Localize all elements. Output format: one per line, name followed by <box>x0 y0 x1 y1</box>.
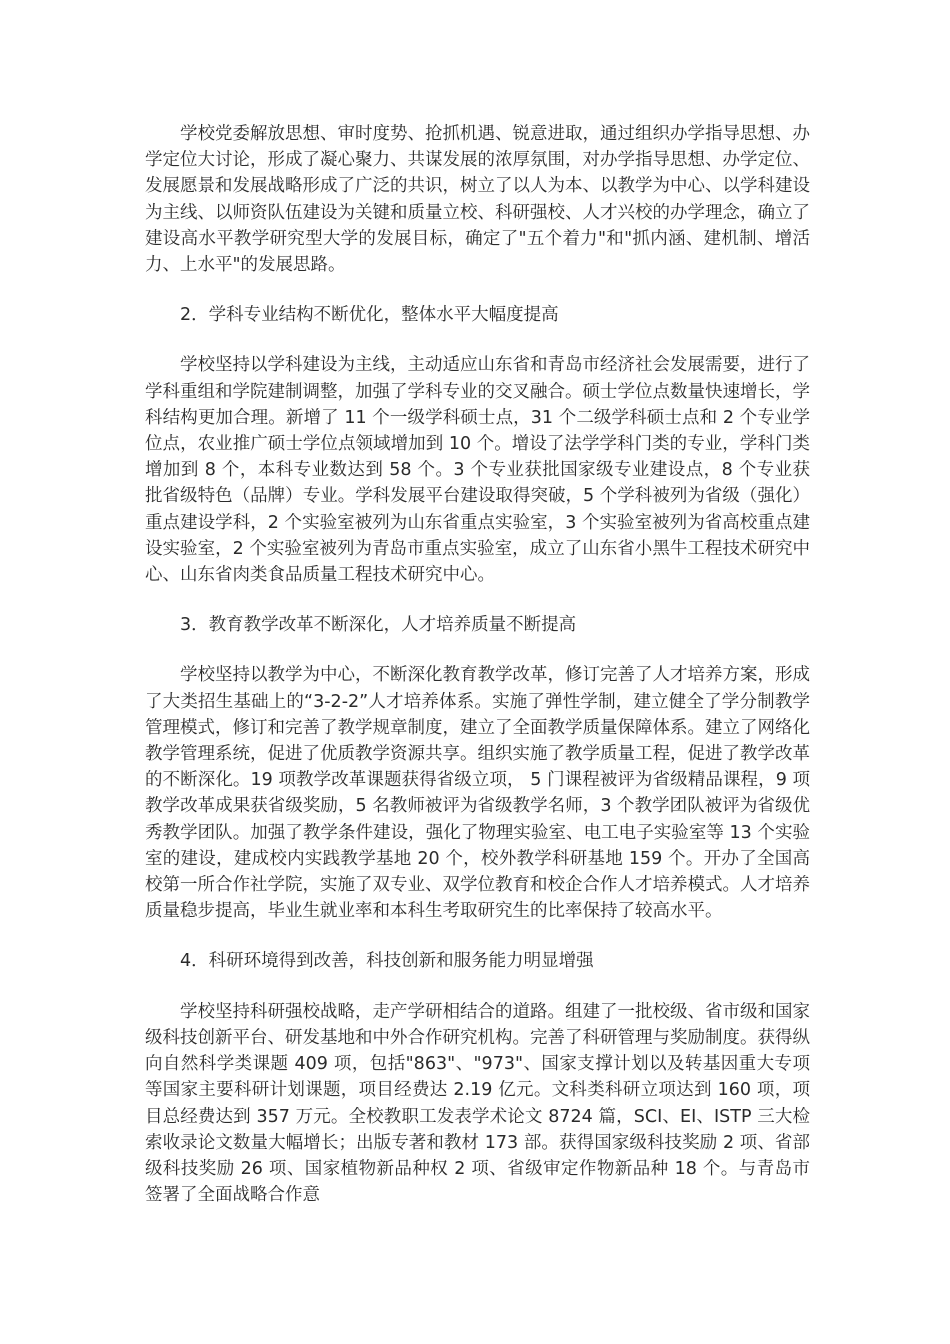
section-heading-3: 3．教育教学改革不断深化，人才培养质量不断提高 <box>180 615 577 636</box>
section-heading-2: 2．学科专业结构不断优化，整体水平大幅度提高 <box>180 305 559 326</box>
paragraph-2: 学校坚持以学科建设为主线，主动适应山东省和青岛市经济社会发展需要，进行了学科重组和学院建制调整，加强了学科专业的交叉融合。硕士学位点数量快速增长，学科结构更加合理。新增了 11 个一级学科硕士点，31 个二级学科硕士点和 2 个专业学位点，农业推广硕士学位点领域增加到 10 个。增设了法学学科门类的专业，学科门类增加到 8 个，本科专业数达到 58 个。3 个专业获批国家级专业建设点，8 个专业获批省级特色（品牌）专业。学科发展平台建设取得突破，5 个学科被列为省级（强化）重点建设学科，2 个实验室被列为山东省重点实验室，3 个实验室被列为省高校重点建设实验室，2 个实验室被列为青岛市重点实验室，成立了山东省小黑牛工程技术研究中心、山东省肉类食品质量工程技术研究中心。 <box>145 355 810 586</box>
document-body <box>145 121 810 1232</box>
paragraph-1: 学校党委解放思想、审时度势、抢抓机遇、锐意进取，通过组织办学指导思想、办学定位大讨论，形成了凝心聚力、共谋发展的浓厚氛围，对办学指导思想、办学定位、发展愿景和发展战略形成了广泛的共识，树立了以人为本、以教学为中心、以学科建设为主线、以师资队伍建设为关键和质量立校、科研强校、人才兴校的办学理念，确立了建设高水平教学研究型大学的发展目标，确定了"五个着力"和"抓内涵、建机制、增活力、上水平"的发展思路。 <box>145 124 810 276</box>
paragraph-3: 学校坚持以教学为中心，不断深化教育教学改革，修订完善了人才培养方案，形成了大类招生基础上的“3-2-2”人才培养体系。实施了弹性学制，建立健全了学分制教学管理模式，修订和完善了教学规章制度，建立了全面教学质量保障体系。建立了网络化教学管理系统，促进了优质教学资源共享。组织实施了教学质量工程，促进了教学改革的不断深化。19 项教学改革课题获得省级立项， 5 门课程被评为省级精品课程，9 项教学改革成果获省级奖励，5 名教师被评为省级教学名师，3 个教学团队被评为省级优秀教学团队。加强了教学条件建设，强化了物理实验室、电工电子实验室等 13 个实验室的建设，建成校内实践教学基地 20 个，校外教学科研基地 159 个。开办了全国高校第一所合作社学院，实施了双专业、双学位教育和校企合作人才培养模式。人才培养质量稳步提高，毕业生就业率和本科生考取研究生的比率保持了较高水平。 <box>145 665 810 922</box>
section-heading-4: 4．科研环境得到改善，科技创新和服务能力明显增强 <box>180 951 594 972</box>
paragraph-4: 学校坚持科研强校战略，走产学研相结合的道路。组建了一批校级、省市级和国家级科技创新平台、研发基地和中外合作研究机构。完善了科研管理与奖励制度。获得纵向自然科学类课题 409 项，包括"863"、"973"、国家支撑计划以及转基因重大专项等国家主要科研计划课题，项目经费达 2.19 亿元。文科类科研立项达到 160 项，项目总经费达到 357 万元。全校教职工发表学术论文 8724 篇，SCI、EI、ISTP 三大检索收录论文数量大幅增长；出版专著和教材 173 部。获得国家级科技奖励 2 项、省部级科技奖励 26 项、国家植物新品种权 2 项、省级审定作物新品种 18 个。与青岛市签署了全面战略合作意 <box>145 1001 810 1206</box>
